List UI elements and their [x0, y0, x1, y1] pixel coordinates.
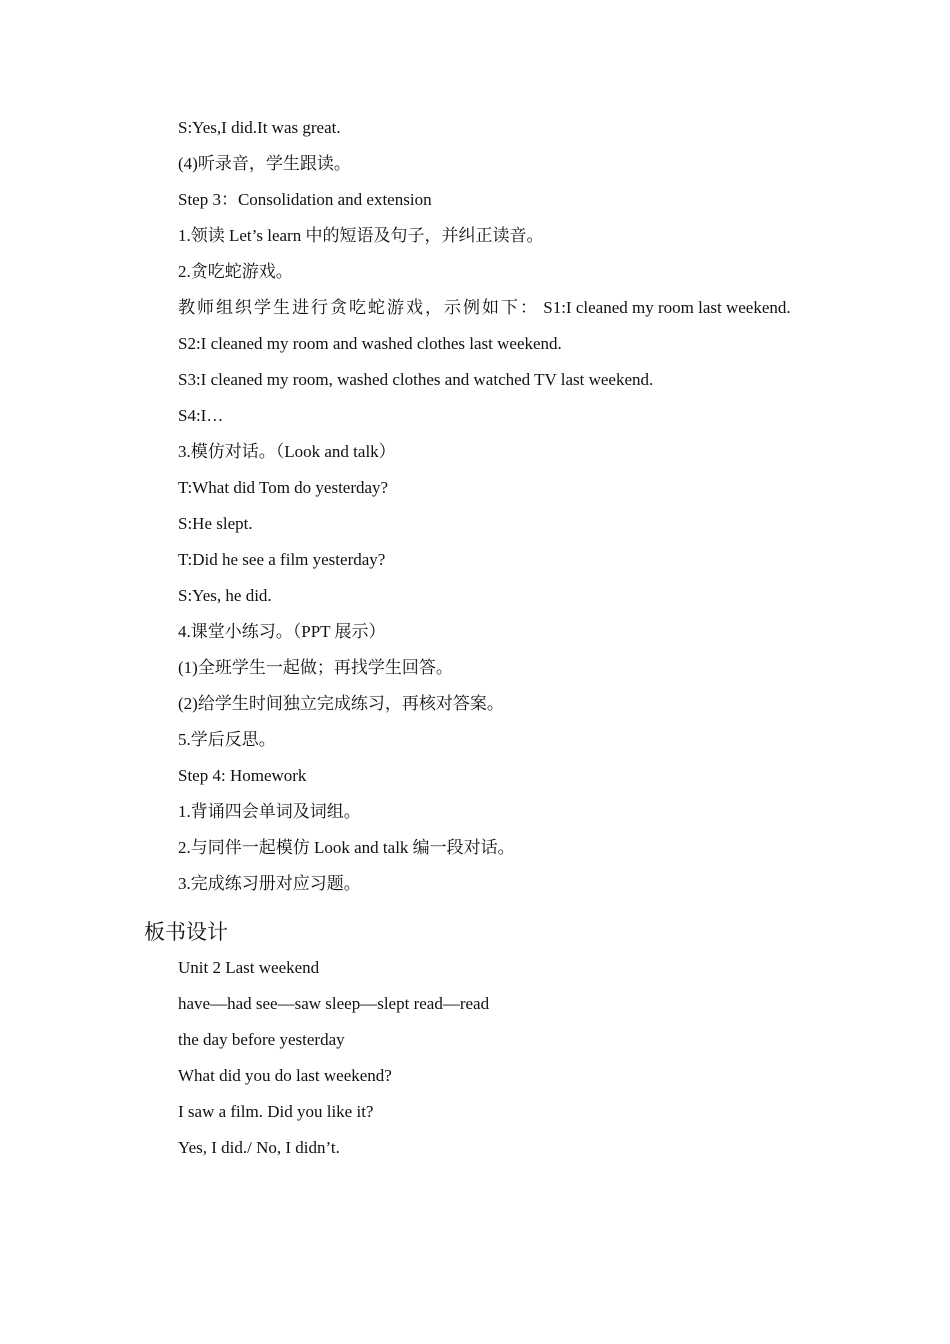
step-heading: Step 4: Homework [178, 766, 307, 785]
text-line: S:Yes, he did. [178, 586, 272, 605]
text-line: 3.完成练习册对应习题。 [178, 874, 361, 893]
text-line: S3:I cleaned my room, washed clothes and watched TV last weekend. [178, 370, 654, 389]
text-line: (2)给学生时间独立完成练习，再核对答案。 [178, 694, 504, 713]
text-line: S4:I… [178, 406, 224, 425]
board-line: the day before yesterday [178, 1030, 345, 1049]
text-line: 4.课堂小练习。（PPT 展示） [178, 622, 386, 641]
text-line: 2.贪吃蛇游戏。 [178, 262, 293, 281]
board-line: Yes, I did./ No, I didn’t. [178, 1138, 340, 1157]
board-line: I saw a film. Did you like it? [178, 1102, 374, 1121]
board-line: Unit 2 Last weekend [178, 958, 320, 977]
board-line: have—had see—saw sleep—slept read—read [178, 994, 490, 1013]
text-line: S2:I cleaned my room and washed clothes last weekend. [178, 334, 562, 353]
text-line: 3.模仿对话。（Look and talk） [178, 442, 396, 461]
step-heading: Step 3：Consolidation and extension [178, 190, 432, 209]
game-example-text: S1:I cleaned my room last weekend. [543, 298, 791, 317]
game-intro-text: 教师组织学生进行贪吃蛇游戏，示例如下： [178, 298, 539, 317]
text-line: S:He slept. [178, 514, 253, 533]
section-heading: 板书设计 [144, 920, 228, 944]
text-line: S:Yes,I did.It was great. [178, 118, 341, 137]
text-line: (1)全班学生一起做；再找学生回答。 [178, 658, 453, 677]
text-line: 2.与同伴一起模仿 Look and talk 编一段对话。 [178, 838, 515, 857]
text-line: T:Did he see a film yesterday? [178, 550, 386, 569]
board-line: What did you do last weekend? [178, 1066, 392, 1085]
text-line: T:What did Tom do yesterday? [178, 478, 389, 497]
game-instruction-paragraph [144, 290, 806, 326]
text-line: 1.领读 Let’s learn 中的短语及句子，并纠正读音。 [178, 226, 544, 245]
text-line: 1.背诵四会单词及词组。 [178, 802, 361, 821]
document-body [144, 110, 806, 1166]
text-line: 5.学后反思。 [178, 730, 276, 749]
text-line: (4)听录音，学生跟读。 [178, 154, 351, 173]
